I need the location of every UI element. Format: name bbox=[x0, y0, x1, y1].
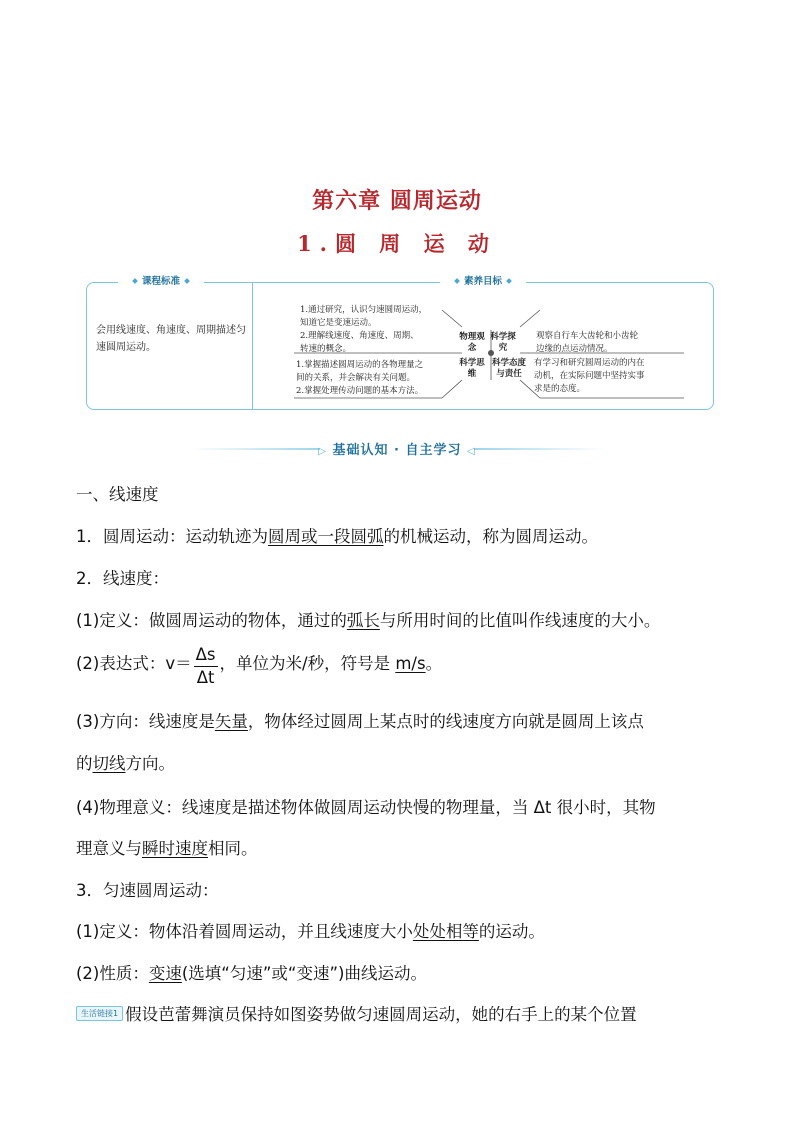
fraction-ds-dt: $\frac{\Delta s}{\Delta t}$ bbox=[195, 645, 216, 687]
node-science-attitude: 科学态度与责任 bbox=[491, 358, 526, 379]
paragraph-circular-motion: 1．圆周运动：运动轨迹为圆周或一段圆弧的机械运动，称为圆周运动。 bbox=[76, 527, 598, 546]
heading-linear-velocity: 一、线速度 bbox=[76, 485, 159, 504]
goals-top-right: 观察自行车大齿轮和小齿轮 边缘的点运动情况。 bbox=[536, 331, 639, 354]
paragraph-life-link: 生活链接1 假设芭蕾舞演员保持如图姿势做匀速圆周运动，她的右手上的某个位置 bbox=[76, 1001, 726, 1025]
goals-slant-left bbox=[442, 380, 462, 398]
paragraph-direction-cont: 的切线方向。 bbox=[76, 754, 175, 773]
paragraph-physical-meaning-cont: 理意义与瞬时速度相同。 bbox=[76, 839, 258, 858]
heading-uniform-circular-motion: 3．匀速圆周运动： bbox=[76, 881, 219, 900]
goals-bottom-right: 有学习和研究圆周运动的内在 动机，在实际问题中坚持实事 求是的态度。 bbox=[534, 358, 645, 394]
section-title: 1.圆 周 运 动 bbox=[297, 231, 497, 256]
banner-arrow-right-icon: ◁ bbox=[467, 446, 476, 457]
paragraph-physical-meaning: (4)物理意义：线速度是描述物体做圆周运动快慢的物理量，当 Δt 很小时，其物 bbox=[76, 798, 656, 817]
paragraph-expression: (2)表达式：v＝ $\frac{\Delta s}{\Delta t}$ ，单位为米/秒，符号是 m/s。 bbox=[76, 645, 443, 687]
section-banner bbox=[0, 439, 794, 458]
paragraph-uniform-definition: (1)定义：物体沿着圆周运动，并且线速度大小处处相等的运动。 bbox=[76, 922, 545, 941]
heading-linear-velocity-2: 2．线速度： bbox=[76, 569, 169, 588]
node-physics-concept: 物理观念 bbox=[459, 332, 485, 353]
node-science-inquiry: 科学探究 bbox=[490, 332, 516, 353]
chapter-title: 第六章 圆周运动 bbox=[312, 189, 482, 214]
goals-top-left: 1.通过研究，认识匀速圆周运动， 知道它是变速运动。 2.理解线速度、角速度、周期、 转速的概念。 bbox=[300, 305, 428, 354]
goals-slant-top-left bbox=[442, 310, 462, 327]
paragraph-direction: (3)方向：线速度是矢量，物体经过圆周上某点时的线速度方向就是圆周上该点 bbox=[76, 712, 644, 731]
curriculum-standard-header: 课程标准 bbox=[118, 274, 204, 290]
banner-arrow-left-icon: ▷ bbox=[318, 446, 327, 457]
curriculum-standard-text: 会用线速度、角速度、周期描述匀速圆周运动。 bbox=[96, 325, 246, 353]
paragraph-definition: (1)定义：做圆周运动的物体，通过的弧长与所用时间的比值叫作线速度的大小。 bbox=[76, 611, 661, 630]
node-science-thinking: 科学思维 bbox=[459, 358, 485, 379]
goals-bottom-left: 1.掌握描述圆周运动的各物理量之 间的关系，并会解决有关问题。 2.掌握处理传动问题的基本方法。 bbox=[296, 360, 424, 396]
banner-label: 基础认知 · 自主学习 bbox=[332, 443, 462, 458]
life-link-tag: 生活链接1 bbox=[76, 1006, 123, 1021]
paragraph-nature: (2)性质：变速(选填“匀速”或“变速”)曲线运动。 bbox=[76, 964, 427, 983]
literacy-goals-header: 素养目标 bbox=[440, 274, 526, 290]
goals-slant-top-right bbox=[520, 310, 540, 327]
